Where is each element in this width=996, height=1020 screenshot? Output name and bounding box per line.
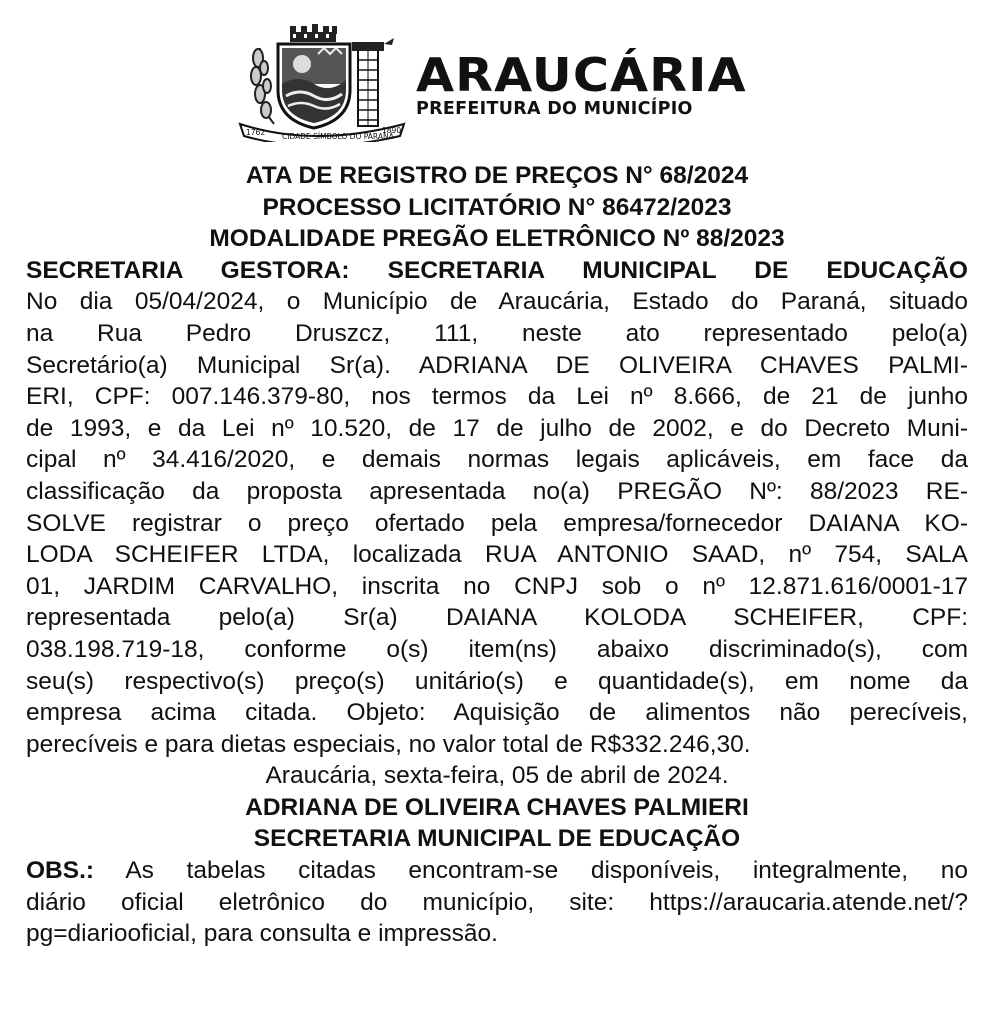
title-processo: PROCESSO LICITATÓRIO N° 86472/2023 bbox=[262, 193, 732, 221]
obs-line: diário oficial eletrônico do município, site: https://araucaria.atende.net/? bbox=[26, 888, 968, 916]
crest-motto: CIDADE SÍMBOLO DO PARANÁ bbox=[282, 132, 394, 141]
title-secretaria: SECRETARIA GESTORA: SECRETARIA MUNICIPAL DE EDUCAÇÃO bbox=[26, 256, 968, 284]
crest-year-left: 1762 bbox=[246, 128, 266, 137]
signatory-role: SECRETARIA MUNICIPAL DE EDUCAÇÃO bbox=[253, 825, 741, 853]
document-body bbox=[26, 160, 968, 950]
paragraph-line: 038.198.719-18, conforme o(s) item(ns) abaixo discriminado(s), com bbox=[26, 635, 968, 663]
municipal-crest-icon bbox=[234, 24, 410, 142]
title-modalidade: MODALIDADE PREGÃO ELETRÔNICO Nº 88/2023 bbox=[209, 225, 785, 253]
paragraph-line: Secretário(a) Municipal Sr(a). ADRIANA DE OLIVEIRA CHAVES PALMI- bbox=[26, 351, 968, 379]
paragraph-line: cipal nº 34.416/2020, e demais normas legais aplicáveis, em face da bbox=[26, 446, 968, 474]
paragraph-line: perecíveis e para dietas especiais, no valor total de R$332.246,30. bbox=[26, 730, 751, 758]
brand-subtitle: PREFEITURA DO MUNICÍPIO bbox=[416, 99, 693, 119]
paragraph-line: classificação da proposta apresentada no(a) PREGÃO Nº: 88/2023 RE- bbox=[26, 477, 968, 505]
paragraph-line: No dia 05/04/2024, o Município de Araucária, Estado do Paraná, situado bbox=[26, 288, 968, 316]
paragraph-line: ERI, CPF: 007.146.379-80, nos termos da Lei nº 8.666, de 21 de junho bbox=[26, 383, 968, 411]
paragraph-line: seu(s) respectivo(s) preço(s) unitário(s) e quantidade(s), em nome da bbox=[26, 667, 968, 695]
header-logo bbox=[234, 24, 747, 142]
paragraph-line: LODA SCHEIFER LTDA, localizada RUA ANTONIO SAAD, nº 754, SALA bbox=[26, 541, 968, 569]
obs-line bbox=[26, 855, 968, 887]
paragraph-line: 01, JARDIM CARVALHO, inscrita no CNPJ sob o nº 12.871.616/0001-17 bbox=[26, 572, 968, 600]
brand-name: ARAUCÁRIA bbox=[416, 48, 747, 102]
signatory-name: ADRIANA DE OLIVEIRA CHAVES PALMIERI bbox=[245, 793, 749, 821]
paragraph-line: de 1993, e da Lei nº 10.520, de 17 de julho de 2002, e do Decreto Muni- bbox=[26, 414, 968, 442]
crest-year-right: 1890 bbox=[382, 126, 402, 135]
paragraph-line: SOLVE registrar o preço ofertado pela empresa/fornecedor DAIANA KO- bbox=[26, 509, 968, 537]
obs-label: OBS.: bbox=[26, 857, 95, 885]
brand-block bbox=[416, 48, 747, 119]
title-ata: ATA DE REGISTRO DE PREÇOS N° 68/2024 bbox=[245, 162, 749, 189]
date-line: Araucária, sexta-feira, 05 de abril de 2024. bbox=[265, 762, 729, 790]
obs-line: pg=diariooficial, para consulta e impressão. bbox=[26, 920, 498, 948]
paragraph-line: empresa acima citada. Objeto: Aquisição de alimentos não perecíveis, bbox=[26, 699, 968, 727]
obs-note bbox=[26, 855, 968, 950]
paragraph-line: representada pelo(a) Sr(a) DAIANA KOLODA SCHEIFER, CPF: bbox=[26, 604, 968, 632]
paragraph-line: na Rua Pedro Druszcz, 111, neste ato representado pelo(a) bbox=[26, 319, 968, 347]
obs-line-text: As tabelas citadas encontram-se disponíveis, integralmente, no bbox=[125, 857, 968, 885]
main-paragraph bbox=[26, 286, 968, 760]
